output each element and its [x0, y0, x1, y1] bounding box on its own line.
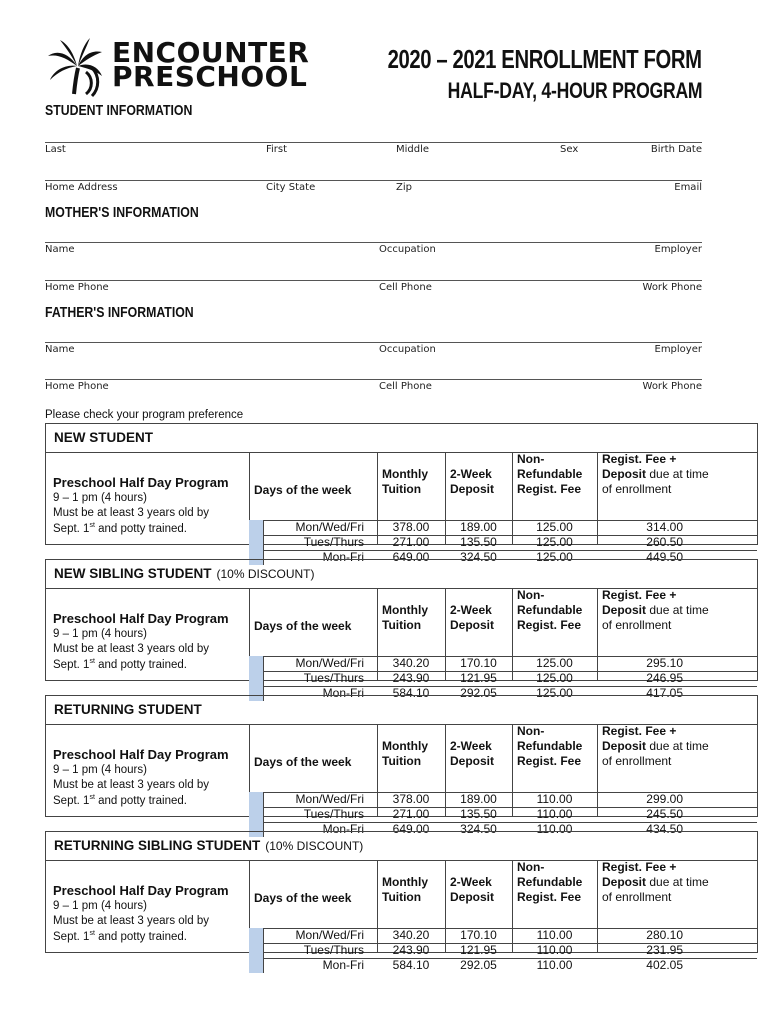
- program-checkbox[interactable]: [249, 943, 264, 958]
- col-header-monthly-tuition: [382, 603, 428, 633]
- cell-deposit: 135.50: [460, 807, 497, 821]
- cell-total-due: 434.50: [646, 822, 683, 836]
- hdr-normal: due at time: [646, 467, 709, 481]
- hdr-line: Monthly: [382, 875, 428, 889]
- hdr-line: Regist. Fee +: [602, 860, 677, 874]
- cell-regist-fee: 110.00: [536, 792, 573, 806]
- program-hours: 9 – 1 pm (4 hours): [53, 900, 147, 912]
- cell-regist-fee: 125.00: [536, 656, 573, 670]
- cell-deposit: 170.10: [460, 928, 497, 942]
- cell-deposit: 324.50: [460, 822, 497, 836]
- field-label-father-home-phone: Home Phone: [45, 381, 109, 392]
- hdr-line: Regist. Fee: [517, 482, 582, 496]
- cell-deposit: 292.05: [460, 686, 497, 700]
- field-label-city-state: City State: [266, 182, 316, 193]
- field-label-mother-employer: Employer: [654, 244, 702, 255]
- hdr-line: Regist. Fee +: [602, 452, 677, 466]
- hdr-line: Tuition: [382, 618, 422, 632]
- field-label-father-employer: Employer: [654, 344, 702, 355]
- program-block-2: [45, 559, 758, 700]
- field-label-father-name: Name: [45, 344, 75, 355]
- field-label-last: Last: [45, 144, 66, 155]
- program-preference-note: Please check your program preference: [45, 409, 244, 421]
- program-description: [46, 452, 250, 544]
- program-title: Preschool Half Day Program: [53, 883, 229, 898]
- cell-monthly-tuition: 340.20: [392, 656, 430, 670]
- hdr-line: Refundable: [517, 467, 583, 481]
- col-header-deposit: [450, 467, 494, 497]
- program-requirement-2: Sept. 1st and potty trained.: [53, 794, 187, 807]
- col-header-days: Days of the week: [254, 619, 352, 633]
- field-label-father-occupation: Occupation: [379, 344, 436, 355]
- cell-deposit: 324.50: [460, 550, 497, 564]
- col-header-days: Days of the week: [254, 755, 352, 769]
- cell-monthly-tuition: 649.00: [392, 550, 430, 564]
- cell-total-due: 260.50: [646, 535, 683, 549]
- hdr-line: Tuition: [382, 890, 422, 904]
- cell-regist-fee: 125.00: [536, 535, 573, 549]
- program-requirement: Must be at least 3 years old by: [53, 915, 209, 927]
- col-header-total-due: [602, 588, 709, 633]
- cell-deposit: 121.95: [460, 671, 497, 685]
- hdr-line: 2-Week: [450, 467, 492, 481]
- hdr-normal: due at time: [646, 739, 709, 753]
- hdr-line: Regist. Fee: [517, 618, 582, 632]
- hdr-line: [602, 467, 709, 482]
- hdr-line: 2-Week: [450, 603, 492, 617]
- hdr-line: [602, 875, 709, 890]
- col-header-total-due: [602, 452, 709, 497]
- hdr-normal: due at time: [646, 875, 709, 889]
- form-subtitle: HALF-DAY, 4-HOUR PROGRAM: [447, 78, 702, 103]
- program-checkbox[interactable]: [249, 807, 264, 822]
- cell-days: Tues/Thurs: [303, 671, 364, 685]
- cell-days: Mon/Wed/Fri: [295, 928, 364, 942]
- hdr-line: Non-: [517, 724, 545, 738]
- hdr-line: Monthly: [382, 603, 428, 617]
- cell-monthly-tuition: 584.10: [392, 686, 430, 700]
- cell-deposit: 189.00: [460, 792, 497, 806]
- superscript: st: [89, 658, 95, 665]
- student-name-line[interactable]: [45, 142, 702, 143]
- program-hours: 9 – 1 pm (4 hours): [53, 628, 147, 640]
- field-label-first: First: [266, 144, 288, 155]
- cell-days: Mon-Fri: [322, 958, 364, 972]
- field-label-father-cell-phone: Cell Phone: [379, 381, 432, 392]
- block-title: [54, 430, 153, 445]
- cell-days: Mon-Fri: [322, 822, 364, 836]
- cell-total-due: 280.10: [646, 928, 683, 942]
- field-label-mother-work-phone: Work Phone: [642, 282, 702, 293]
- discount-note: (10% DISCOUNT): [216, 567, 315, 581]
- hdr-bold: Deposit: [602, 875, 647, 889]
- cell-monthly-tuition: 243.90: [392, 943, 430, 957]
- program-checkbox[interactable]: [249, 520, 264, 535]
- hdr-line: [602, 739, 709, 754]
- col-header-days: Days of the week: [254, 891, 352, 905]
- col-header-regist-fee: [517, 588, 582, 633]
- hdr-line: Refundable: [517, 875, 583, 889]
- field-label-mother-name: Name: [45, 244, 75, 255]
- col-header-monthly-tuition: [382, 739, 428, 769]
- hdr-line: Regist. Fee +: [602, 724, 677, 738]
- col-header-regist-fee: [517, 452, 582, 497]
- hdr-line: Non-: [517, 860, 545, 874]
- hdr-line: Tuition: [382, 482, 422, 496]
- cell-regist-fee: 110.00: [536, 822, 573, 836]
- cell-regist-fee: 125.00: [536, 686, 573, 700]
- cell-deposit: 170.10: [460, 656, 497, 670]
- program-description: [46, 588, 250, 680]
- superscript: st: [89, 522, 95, 529]
- cell-total-due: 314.00: [646, 520, 683, 534]
- father-name-line[interactable]: [45, 342, 702, 343]
- discount-note: (10% DISCOUNT): [265, 839, 364, 853]
- cell-monthly-tuition: 271.00: [392, 807, 430, 821]
- cell-monthly-tuition: 649.00: [392, 822, 430, 836]
- hdr-normal: due at time: [646, 603, 709, 617]
- palm-logo-icon: [44, 36, 106, 98]
- mother-phone-line[interactable]: [45, 280, 702, 281]
- hdr-bold: Deposit: [602, 603, 647, 617]
- program-hours: 9 – 1 pm (4 hours): [53, 764, 147, 776]
- program-checkbox[interactable]: [249, 928, 264, 943]
- field-label-middle: Middle: [396, 144, 430, 155]
- student-info-heading: STUDENT INFORMATION: [45, 102, 193, 119]
- hdr-line: Regist. Fee: [517, 754, 582, 768]
- hdr-bold: Deposit: [602, 739, 647, 753]
- block-title-text: RETURNING SIBLING STUDENT: [54, 838, 261, 853]
- superscript: st: [89, 794, 95, 801]
- cell-deposit: 292.05: [460, 958, 497, 972]
- col-header-total-due: [602, 860, 709, 905]
- hdr-line: Monthly: [382, 739, 428, 753]
- cell-days: Tues/Thurs: [303, 943, 364, 957]
- field-label-mother-home-phone: Home Phone: [45, 282, 109, 293]
- logo-wordmark: [112, 36, 310, 93]
- student-address-line[interactable]: [45, 180, 702, 181]
- hdr-line: Non-: [517, 588, 545, 602]
- block-title: [54, 702, 202, 717]
- program-title: Preschool Half Day Program: [53, 475, 229, 490]
- col-header-deposit: [450, 875, 494, 905]
- cell-days: Tues/Thurs: [303, 535, 364, 549]
- cell-regist-fee: 110.00: [536, 958, 573, 972]
- field-label-home-address: Home Address: [45, 182, 118, 193]
- block-title: [54, 838, 363, 853]
- cell-regist-fee: 125.00: [536, 671, 573, 685]
- cell-total-due: 299.00: [646, 792, 683, 806]
- cell-deposit: 135.50: [460, 535, 497, 549]
- cell-monthly-tuition: 378.00: [392, 520, 430, 534]
- cell-days: Tues/Thurs: [303, 807, 364, 821]
- col-header-days: Days of the week: [254, 483, 352, 497]
- cell-days: Mon-Fri: [322, 686, 364, 700]
- program-description: [46, 724, 250, 816]
- cell-regist-fee: 125.00: [536, 550, 573, 564]
- cell-monthly-tuition: 243.90: [392, 671, 430, 685]
- cell-total-due: 231.95: [646, 943, 683, 957]
- superscript: st: [89, 930, 95, 937]
- cell-monthly-tuition: 271.00: [392, 535, 430, 549]
- hdr-line: 2-Week: [450, 875, 492, 889]
- hdr-line: 2-Week: [450, 739, 492, 753]
- cell-monthly-tuition: 584.10: [392, 958, 430, 972]
- program-checkbox[interactable]: [249, 958, 264, 973]
- program-block-3: [45, 695, 758, 836]
- hdr-line: Regist. Fee: [517, 890, 582, 904]
- hdr-line: of enrollment: [602, 618, 672, 632]
- logo-line-1: ENCOUNTER: [112, 36, 310, 69]
- program-block-1: [45, 423, 758, 564]
- hdr-line: Non-: [517, 452, 545, 466]
- program-description: [46, 860, 250, 952]
- col-header-deposit: [450, 603, 494, 633]
- hdr-line: of enrollment: [602, 890, 672, 904]
- father-phone-line[interactable]: [45, 379, 702, 380]
- cell-deposit: 189.00: [460, 520, 497, 534]
- cell-regist-fee: 110.00: [536, 928, 573, 942]
- cell-days: Mon-Fri: [322, 550, 364, 564]
- hdr-line: Refundable: [517, 603, 583, 617]
- field-label-zip: Zip: [396, 182, 412, 193]
- field-label-mother-cell-phone: Cell Phone: [379, 282, 432, 293]
- col-header-regist-fee: [517, 860, 582, 905]
- block-title-text: NEW STUDENT: [54, 430, 153, 445]
- program-requirement-2: Sept. 1st and potty trained.: [53, 522, 187, 535]
- cell-regist-fee: 110.00: [536, 807, 573, 821]
- father-info-heading: FATHER'S INFORMATION: [45, 304, 194, 321]
- hdr-line: Regist. Fee +: [602, 588, 677, 602]
- field-label-sex: Sex: [560, 144, 579, 155]
- mother-name-line[interactable]: [45, 242, 702, 243]
- col-header-monthly-tuition: [382, 875, 428, 905]
- cell-monthly-tuition: 340.20: [392, 928, 430, 942]
- program-requirement: Must be at least 3 years old by: [53, 779, 209, 791]
- hdr-bold: Deposit: [602, 467, 647, 481]
- mother-info-heading: MOTHER'S INFORMATION: [45, 204, 199, 221]
- block-title: [54, 566, 315, 581]
- program-checkbox[interactable]: [249, 535, 264, 550]
- cell-total-due: 295.10: [646, 656, 683, 670]
- hdr-line: Deposit: [450, 618, 495, 632]
- program-requirement: Must be at least 3 years old by: [53, 507, 209, 519]
- program-title: Preschool Half Day Program: [53, 747, 229, 762]
- program-title: Preschool Half Day Program: [53, 611, 229, 626]
- cell-regist-fee: 125.00: [536, 520, 573, 534]
- cell-total-due: 417.05: [646, 686, 683, 700]
- hdr-line: [602, 603, 709, 618]
- program-hours: 9 – 1 pm (4 hours): [53, 492, 147, 504]
- cell-days: Mon/Wed/Fri: [295, 656, 364, 670]
- cell-total-due: 245.50: [646, 807, 683, 821]
- hdr-line: Deposit: [450, 754, 495, 768]
- field-label-email: Email: [674, 182, 702, 193]
- hdr-line: Deposit: [450, 890, 495, 904]
- cell-monthly-tuition: 378.00: [392, 792, 430, 806]
- field-label-mother-occupation: Occupation: [379, 244, 436, 255]
- program-checkbox[interactable]: [249, 792, 264, 807]
- hdr-line: Monthly: [382, 467, 428, 481]
- hdr-line: Deposit: [450, 482, 495, 496]
- col-header-total-due: [602, 724, 709, 769]
- field-label-birth-date: Birth Date: [650, 144, 702, 155]
- logo-line-2: PRESCHOOL: [112, 60, 308, 93]
- hdr-line: Refundable: [517, 739, 583, 753]
- cell-days: Mon/Wed/Fri: [295, 792, 364, 806]
- cell-deposit: 121.95: [460, 943, 497, 957]
- block-title-text: RETURNING STUDENT: [54, 702, 202, 717]
- program-requirement: Must be at least 3 years old by: [53, 643, 209, 655]
- hdr-line: Tuition: [382, 754, 422, 768]
- block-title-text: NEW SIBLING STUDENT: [54, 566, 212, 581]
- form-title: 2020 – 2021 ENROLLMENT FORM: [387, 44, 702, 74]
- col-header-regist-fee: [517, 724, 582, 769]
- col-header-monthly-tuition: [382, 467, 428, 497]
- cell-total-due: 402.05: [646, 958, 683, 972]
- cell-total-due: 246.95: [646, 671, 683, 685]
- program-requirement-2: Sept. 1st and potty trained.: [53, 930, 187, 943]
- program-block-4: [45, 831, 758, 972]
- program-requirement-2: Sept. 1st and potty trained.: [53, 658, 187, 671]
- program-checkbox[interactable]: [249, 671, 264, 686]
- hdr-line: of enrollment: [602, 482, 672, 496]
- field-label-father-work-phone: Work Phone: [642, 381, 702, 392]
- col-header-deposit: [450, 739, 494, 769]
- cell-days: Mon/Wed/Fri: [295, 520, 364, 534]
- cell-total-due: 449.50: [646, 550, 683, 564]
- cell-regist-fee: 110.00: [536, 943, 573, 957]
- program-checkbox[interactable]: [249, 656, 264, 671]
- hdr-line: of enrollment: [602, 754, 672, 768]
